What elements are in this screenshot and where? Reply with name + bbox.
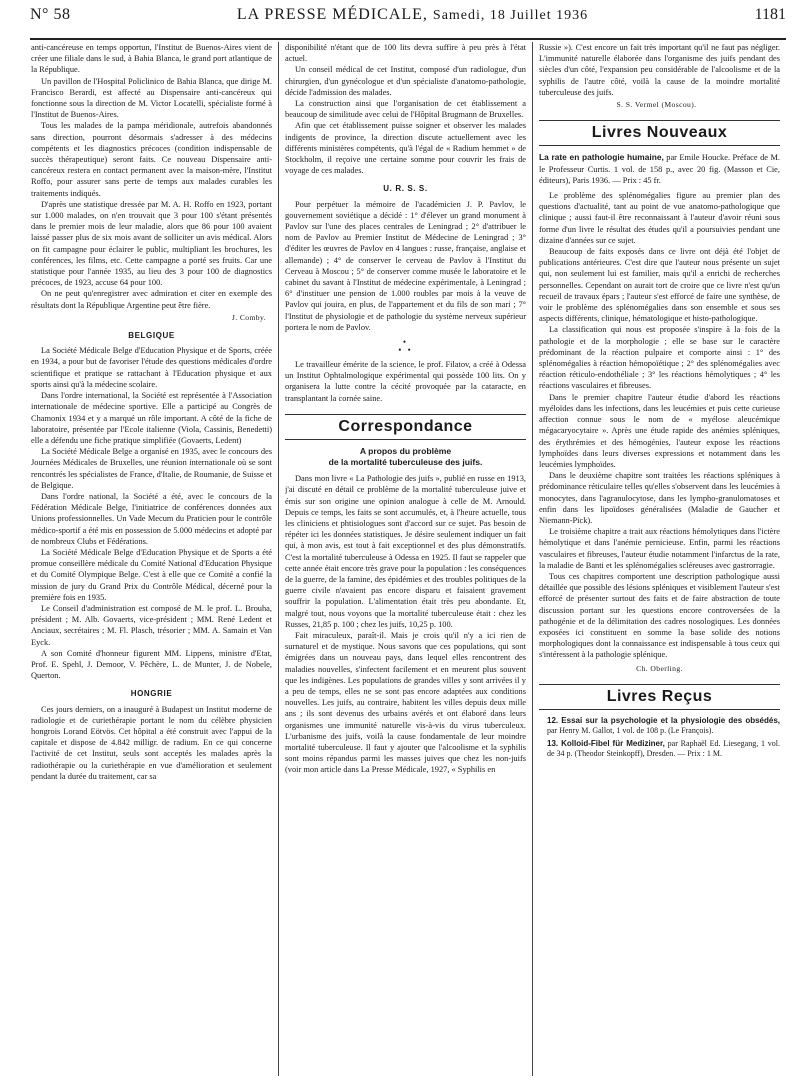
page-header [30, 6, 786, 40]
paragraph: On ne peut qu'enregistrer avec admiration et citer en exemple des résultats dont la République Argentine peut être fière. [31, 289, 272, 310]
column-middle [285, 42, 526, 1078]
paragraph: Beaucoup de faits exposés dans ce livre ont déjà été l'objet de publications antérieures. C'est dire que l'auteur nous présente un sujet qui, non seulement lui est familier, mais qu'il a enrichi de recherches personnelles. Cependant on aurait tort de croire que ce livre n'est qu'un recueil de travaux épars ; l'auteur s'est efforcé de faire une synthèse, de voir le problème des splénomégalies dans son ensemble et sous ses aspects différents, clinique, hématologique et histo-pathologique. [539, 247, 780, 324]
section-title-livres-nouveaux: Livres Nouveaux [539, 120, 780, 146]
paragraph: Dans mon livre « La Pathologie des juifs », publié en russe en 1913, j'ai discuté en détail ce problème de la mortalité tuberculeuse juive et émis sur son origine une opinion analogue à celle de M. Arnould. Depuis ce temps, les faits se sont accumulés, et, à l'heure actuelle, tous les cliniciens et phtisiologues sont d'accord sur ce sujet. Pas besoin de répéter ici les données statistiques. Je désire seulement indiquer un fait qui, à mon avis, est tout à fait exceptionnel et des plus démonstratifs. C'est la mortalité tuberculeuse à Odessa en 1925. Il faut se rappeler que cette année était encore très grave pour la population : les conséquences de la guerre, de la famine, des épidémies et des troubles politiques de la guerre civile n'avaient pas encore disparu et faisaient gravement souffrir la population. L'alimentation était très peu abondante. Et, malgré tout, nous voyons que la mortalité tuberculeuse était : chez les Russes, 21,85 p. 100 ; chez les juifs, 10,25 p. 100. [285, 474, 526, 629]
paragraph: La construction ainsi que l'organisation de cet établissement a beaucoup de similitude avec celui de l'Hôpital Brugmann de Bruxelles. [285, 99, 526, 120]
paragraph: Le troisième chapitre a trait aux réactions hémolytiques dans l'ictère hémolytique et dans l'anémie pernicieuse. Enfin, parmi les réactions vasculaires et fibreuses, l'auteur étudie notamment l'infarctus de la rate, la maladie de Banti et les splénomégalies scléreuses avec gastrorragie. [539, 527, 780, 570]
paragraph: Le Conseil d'administration est composé de M. le prof. L. Brouha, président ; M. Alb. Govaerts, vice-président ; MM. René Ledent et Anciaux, secrétaires ; M. Fl. Plasch, trésorier ; MM. A. Samain et Van Eyck. [31, 603, 272, 647]
book-title: La rate en pathologie humaine, [539, 152, 664, 163]
paragraph: Dans l'ordre international, la Société est représentée à l'Association internationale de médecine sportive. Elle a participé au Congrès de Chamonix 1934 et y a marqué un rôle important. A côté de la fiche de laboratoire, présentée par l'Ecole italienne (Viola, Cassinis, Benedetti) elle a défendu une fiche pratique simplifiée (Govaerts, Ledent) [31, 391, 272, 445]
paragraph: Le travailleur émérite de la science, le prof. Filatov, a créé à Odessa un Institut Ophtalmologique expérimental qui possède 100 lits. On y organisera la lutte contre la cécité provoquée par la cataracte, en transplantant la cornée saine. [285, 360, 526, 403]
paragraph: Fait miraculeux, paraît-il. Mais je crois qu'il n'y a ici rien de surnaturel et de mystique. Nous savons que ces populations, qui sont émigrées dans un nouveau pays, dans lequel elles rencontrent des maladies nouvelles, s'infectent facilement et en meurent plus souvent que les indigènes. Les populations de grandes villes y sont arrivées il y a peu de temps, elles ne se sont pas encore adaptées aux conditions nouvelles. Les juifs, au contraire, habitent les villes depuis deux mille ans ; ils sont devenus des urbains avérés et ont élaboré dans leurs organismes une immunité naturelle vis-à-vis du virus tuberculeux. L'urbanisme des juifs, voilà la cause fondamentale de leur moindre mortalité tuberculeuse. Il faut y ajouter que l'alcoolisme et la syphilis sont moins répandus parmi les masses juives que chez les non-juifs (voir mon article dans La Presse Médicale, 1927, « Syphilis en [285, 630, 526, 775]
section-title-correspondance: Correspondance [285, 414, 526, 440]
page-number: 1181 [754, 6, 786, 23]
paragraph: Afin que cet établissement puisse soigner et observer les malades indigents de province, la direction discute actuellement avec les différents ministères compétents, qu'à l'égal de « Radium hemmet » de Stockholm, il reçoive une certaine somme pour couvrir les frais de voyage de ces malades. [285, 121, 526, 176]
paragraph: Tous les malades de la pampa méridionale, autrefois abandonnés sans direction, pourront désormais s'adresser à des médecins compétents et les diagnostics précoces (condition indispensable de succès thérapeutique) seront faits. Ce nouveau Dispensaire anti-cancéreux restera en contact permanent avec la maison-mère, l'Institut Roffo, pour assurer sans perte de temps aux malades curables les traitements indiqués. [31, 121, 272, 198]
section-heading-urss: U. R. S. S. [383, 184, 428, 194]
paragraph: Tous ces chapitres comportent une description pathologique aussi détaillée que possible des lésions spléniques et visiblement l'auteur s'est efforcé de présenter surtout des faits et de faire abstraction de toute discussion portant sur les questions encore controversées de la pathogénie et de la délimitation des cadres nosologiques. Les données exposées ici constituent en somme la base solide des notions morphologiques dont la connaissance est indispensable à tous ceux qui s'intéressent à la pathologie splénique. [539, 571, 780, 660]
author-signature: Ch. Oberling. [636, 663, 683, 673]
paragraph: Russie »). C'est encore un fait très important qu'il ne faut pas négliger. L'immunité naturelle élaborée dans l'organisme des juifs pendant des siècles d'un côté, l'expansion peu considérable de l'alcoolisme et de la syphilis de l'autre côté, voilà la cause de la moindre mortalité tuberculeuse des juifs. [539, 43, 780, 97]
section-title-livres-recus: Livres Reçus [539, 684, 780, 710]
separator-asterism: • • • [398, 337, 413, 356]
author-signature: S. S. Vermel (Moscou). [616, 100, 697, 110]
received-book [547, 739, 780, 760]
journal-masthead [237, 6, 588, 24]
paragraph: Le problème des splénomégalies figure au premier plan des questions d'actualité, tant au point de vue anatomo-pathologique que clinique ; aussi faut-il être reconnaissant à l'auteur d'avoir réuni sous forme d'un livre le résultat des études qu'il a poursuivies pendant une dizaine d'années sur ce sujet. [539, 191, 780, 245]
paragraph: D'après une statistique dressée par M. A. H. Roffo en 1923, portant sur 1.000 malades, on n'en trouvait que 3 pour 100 s'étant présentés dans le premier mois de leur maladie, alors que 86 pour 100 avaient laissé passer plus de six mois avant de solliciter un avis médical. Alors on fit campagne pour éclairer le public, multipliant les brochures, les conférences, les films, etc. Cette campagne a porté ses fruits. Car une statistique pour l'année 1935, au lieu des 3 pour 100 de diagnostics précoces, de 1923, accuse 64 pour 100. [31, 199, 272, 288]
issue-number: N° 58 [30, 6, 71, 23]
paragraph: La Société Médicale Belge d'Education Physique et de Sports a été promue conseillère médicale du Comité National d'Education Physique et du Comité Olympique Belge. C'est à elle que ce Comité a confié la mission de jury du Grand Prix du Contrôle Médical, décerné pour la première fois en 1935. [31, 547, 272, 602]
paragraph: Pour perpétuer la mémoire de l'académicien J. P. Pavlov, le gouvernement soviétique a décidé : 1° d'élever un grand monument à Pavlov sur l'une des places centrales de Leningrad ; 2° d'attribuer le nom de Pavlov au Premier Institut de Médecine de Leningrad ; 3° d'éditer les œuvres de Pavlov en 4 langues : russe, française, anglaise et allemande) ; 4° de conserver le cerveau de Pavlov à l'Institut du Cerveau à Moscou ; 5° de conserver comme musée le laboratoire et le cabinet du savant à l'Institut de médecine expérimentale, à Leningrad ; 6° d'instituer une pension de 1.000 roubles par mois à la veuve de Pavlov qui jouira, en plus, de l'appartement et du fils de son mari ; 7° l'Institut de physiologie et de pathologie du système nerveux supérieur portera le nom de Pavlov. [285, 199, 526, 332]
paragraph: A son Comité d'honneur figurent MM. Lippens, ministre d'Etat, Prof. E. Spehl, J. Demoor, V. Pêchère, L. de Munter, J. de Nobele, Querton. [31, 648, 272, 681]
issue-date: Samedi, 18 Juillet 1936 [432, 8, 589, 23]
paragraph: Un conseil médical de cet Institut, composé d'un radiologue, d'un chirurgien, d'un gynécologue et d'un spécialiste d'anatomo-pathologie, décide l'admission des malades. [285, 65, 526, 97]
journal-name: LA PRESSE MÉDICALE, [236, 6, 428, 23]
paragraph: disponibilité n'étant que de 100 lits devra suffire à peu près à l'état actuel. [285, 43, 526, 64]
paragraph: La Société Médicale Belge d'Education Physique et de Sports, créée en 1934, a pour but de favoriser l'étude des questions médicales d'ordre scientifique et pratique se rattachant à l'Education physique et aux sports ainsi qu'à la médecine scolaire. [31, 346, 272, 389]
book-reference [539, 152, 780, 186]
paragraph: La classification qui nous est proposée s'inspire à la fois de la pathologie et de la morphologie ; elle se base sur le caractère prédominant de la réaction pulpaire et comporte ainsi : 1° des splénomégalies à réaction hémopoïétique ; 2° des splénomégalies avec réaction réticulo-endothéliale ; 3° les réactions hémolytiques ; 4° les réactions vasculaires et fibreuses. [539, 325, 780, 391]
section-heading-belgique: BELGIQUE [128, 331, 175, 341]
paragraph: La Société Médicale Belge a organisé en 1935, avec le concours des Journées Médicales de Bruxelles, une réunion internationale où se sont rencontrés les spécialistes de France, d'Italie, de Roumanie, de Suisse et de Belgique. [31, 447, 272, 490]
received-book-title: 13. Kolloid-Fibel für Mediziner, [547, 738, 665, 748]
section-heading-hongrie: HONGRIE [130, 689, 173, 699]
column-left [31, 42, 272, 1078]
paragraph: Dans le deuxième chapitre sont traitées les réactions spléniques à prédominance réticulaire telles qu'elles s'observent dans les leucémies à monocytes, dans l'agranulocytose, dans les lympho-granulomatoses et enfin dans les lipoïdoses généralisées (Maladie de Gaucher et Niemann-Pick). [539, 471, 780, 525]
paragraph: anti-cancéreuse en temps opportun, l'Institut de Buenos-Aires vient de créer une filiale dans le sud, à Bahia Blanca, le grand port atlantique de la République. [31, 43, 272, 75]
paragraph: Un pavillon de l'Hospital Policlinico de Bahia Blanca, que dirige M. Francisco Berardi, est affecté au Dispensaire anti-cancéreux qui fonctionne sous la direction de M. Victor Locatelli, spécialiste formé à l'Institut de Buenos-Aires. [31, 76, 272, 120]
paragraph: Dans l'ordre national, la Société a été, avec le concours de la Fédération Médicale Belge, l'initiatrice de conférences données aux Unions professionnelles. Un Vade Mecum du Praticien pour le contrôle médico-sportif a été mis en possession de 5.000 médecins et adopté par de nombreux Clubs et Fédérations. [31, 491, 272, 546]
column-rule [278, 42, 279, 1076]
received-book-details: par Henry M. Gallot, 1 vol. de 108 p. (Le François). [547, 726, 714, 736]
received-book [547, 716, 780, 737]
article-title [285, 446, 526, 468]
column-rule [532, 42, 533, 1076]
received-book-title: 12. Essai sur la psychologie et la physiologie des obsédés, [547, 715, 780, 725]
column-right [539, 42, 780, 1078]
received-book-details: par Raphaël Ed. Liesegang, 1 vol. de 34 p. (Theodor Steinkopff), Dresden. — Prix : 1 M. [547, 738, 780, 759]
book-details: par Emile Houcke. Préface de M. le Professeur Curtis. 1 vol. de 158 p., avec 20 fig. (Masson et Cie, éditeurs), Paris 1936. — Prix : 45 fr. [539, 153, 780, 185]
paragraph: Ces jours derniers, on a inauguré à Budapest un Institut moderne de radiologie et de curiethérapie portant le nom du célèbre physicien hongrois Lorand Eötvös. Cet hôpital a été construit avec l'appui de la capitale et dispose de 4.842 milligr. de radium. En ce qui concerne l'activité de cet Institut, seuls sont acceptés les malades après la radiothérapie ou la curiethérapie en vue d'amélioration et seulement pendant la durée du traitement, car sa [31, 704, 272, 781]
paragraph: Dans le premier chapitre l'auteur étudie d'abord les réactions myéloïdes dans les infections, dans les leucémies et puis cette curieuse affection connue sous le nom de « myélose aleucémique mégacaryocytaire ». Après une étude rapide des anémies spléniques, des érythrémies et des hémogénies, l'auteur expose les réactions lymphoïdes dans leurs diverses expressions et notamment dans les leucémies lymphoïdes. [539, 392, 780, 469]
article-title-line: A propos du problème [359, 446, 452, 457]
article-title-line: de la mortalité tuberculeuse des juifs. [328, 457, 483, 468]
author-signature: J. Comby. [231, 312, 266, 322]
